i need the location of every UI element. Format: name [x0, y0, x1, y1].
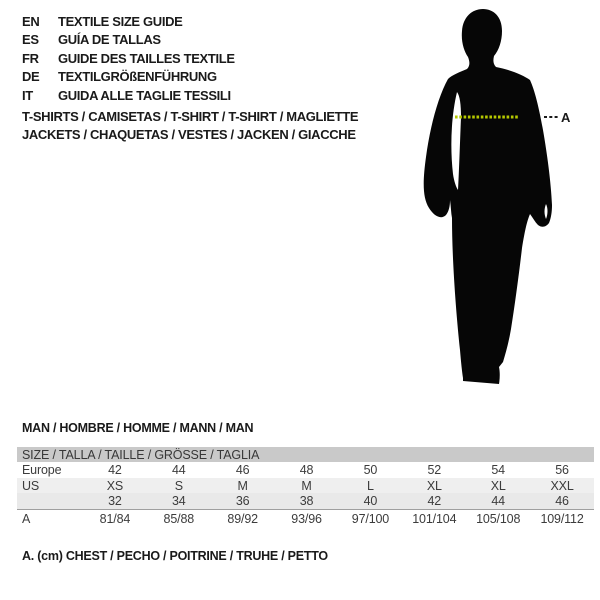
language-label: TEXTILE SIZE GUIDE	[58, 13, 183, 29]
measure-a-label: A	[561, 110, 571, 125]
size-cell: 54	[491, 463, 505, 477]
size-cell: 48	[299, 463, 314, 477]
section-title: MAN / HOMBRE / HOMME / MANN / MAN	[22, 421, 254, 435]
size-cell: 36	[235, 494, 250, 508]
size-cell: 38	[299, 494, 314, 508]
language-label: GUIDA ALLE TAGLIE TESSILI	[58, 87, 231, 103]
size-cell: 101/104	[412, 511, 457, 526]
table-row	[17, 493, 594, 509]
row-label: Europe	[22, 463, 62, 477]
table-row	[17, 462, 594, 478]
size-cell: 105/108	[476, 511, 521, 526]
language-row	[22, 31, 235, 50]
size-cell: 42	[427, 494, 442, 508]
size-table	[17, 447, 594, 527]
size-cell: XL	[490, 478, 506, 493]
size-cell: S	[174, 478, 183, 493]
size-cell: 56	[555, 463, 569, 477]
row-label: US	[22, 478, 40, 493]
row-label: A	[22, 511, 31, 526]
size-cell: 52	[427, 463, 442, 477]
category-line: T-SHIRTS / CAMISETAS / T-SHIRT / T-SHIRT / MAGLIETTE	[22, 109, 359, 124]
language-code: FR	[22, 50, 39, 66]
category-line: JACKETS / CHAQUETAS / VESTES / JACKEN / GIACCHE	[22, 126, 356, 142]
language-label: TEXTILGRÖßENFÜHRUNG	[58, 69, 217, 85]
size-cell: 44	[491, 494, 505, 508]
size-cell: 34	[172, 494, 186, 508]
language-label: GUIDE DES TAILLES TEXTILE	[58, 50, 235, 66]
size-cell: XS	[106, 478, 124, 493]
table-row	[17, 509, 594, 527]
size-cell: 40	[363, 494, 378, 508]
language-label: GUÍA DE TALLAS	[58, 32, 161, 48]
size-cell: 81/84	[99, 511, 131, 526]
language-code: DE	[22, 69, 40, 85]
language-code: EN	[22, 13, 40, 29]
size-cell: XXL	[550, 478, 574, 493]
language-row	[22, 49, 235, 68]
size-cell: 46	[235, 463, 250, 477]
size-cell: L	[367, 478, 374, 493]
size-cell: 50	[363, 463, 378, 477]
size-cell: 109/112	[540, 511, 584, 526]
language-code: IT	[22, 87, 33, 103]
language-row	[22, 68, 235, 87]
size-cell: 97/100	[351, 511, 390, 526]
language-list	[22, 12, 235, 105]
size-cell: XL	[426, 478, 442, 493]
category-list	[22, 108, 358, 143]
size-cell: 44	[172, 463, 186, 477]
size-table-body	[17, 462, 594, 527]
chest-footnote: A. (cm) CHEST / PECHO / POITRINE / TRUHE / PETTO	[22, 549, 328, 563]
man-silhouette	[415, 5, 585, 395]
language-row	[22, 12, 235, 31]
size-cell: 46	[555, 494, 569, 508]
table-row	[17, 478, 594, 493]
size-cell: M	[301, 478, 312, 493]
size-cell: 42	[108, 463, 122, 477]
size-cell: 85/88	[163, 511, 195, 526]
size-cell: 32	[108, 494, 122, 508]
size-table-header: SIZE / TALLA / TAILLE / GRÖSSE / TAGLIA	[17, 447, 594, 462]
size-cell: 89/92	[227, 511, 258, 526]
body-silhouette-shape	[424, 9, 552, 384]
size-cell: 93/96	[291, 511, 322, 526]
size-cell: M	[237, 478, 248, 493]
language-row	[22, 86, 235, 105]
language-code: ES	[22, 32, 39, 48]
